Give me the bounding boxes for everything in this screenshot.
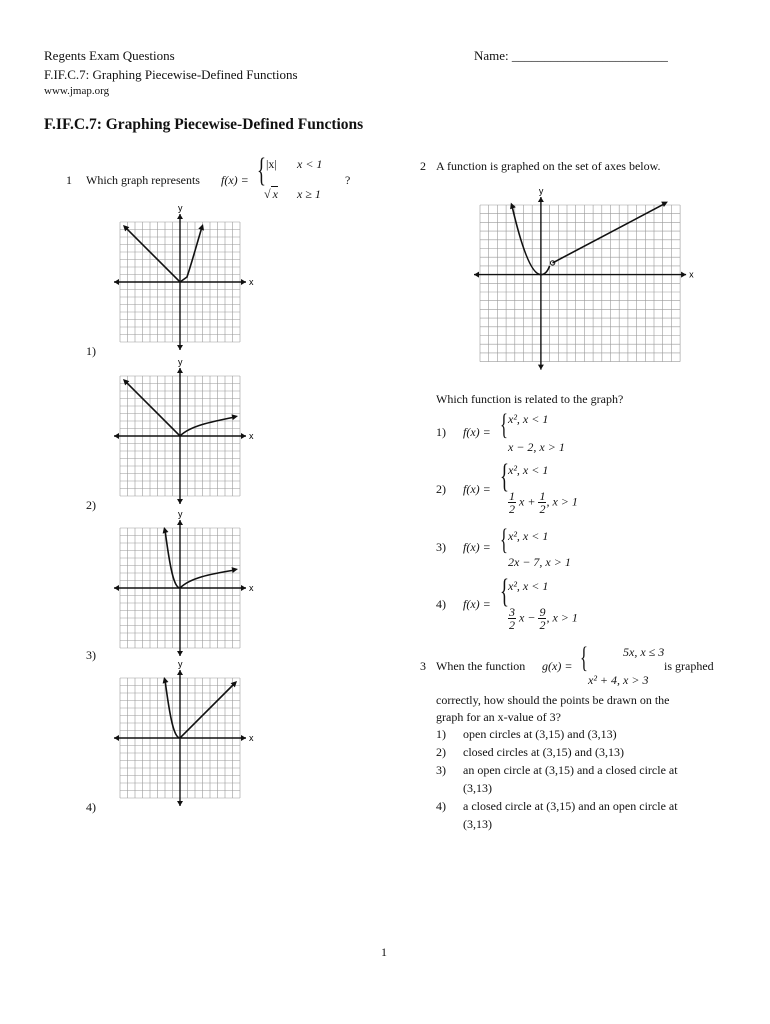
q3-line2: correctly, how should the points be drawn on the (436, 693, 670, 707)
y-axis-label: y (178, 357, 183, 367)
y-arrow-icon (177, 801, 183, 806)
y-arrow-icon (177, 670, 183, 675)
q2-choice-3-label: 3) (436, 540, 446, 554)
x-axis-label: x (249, 583, 254, 593)
header-standard: F.IF.C.7: Graphing Piecewise-Defined Functions (44, 67, 298, 82)
q1-graph-1 (112, 203, 254, 355)
grid (480, 205, 680, 362)
y-axis-label: y (178, 203, 183, 213)
q1-brace: { (257, 152, 266, 189)
q2-prompt: A function is graphed on the set of axes below. (436, 159, 661, 173)
q3-choice-1-label: 1) (436, 727, 446, 741)
q2-graph (472, 188, 702, 368)
q1-graph-4 (112, 659, 254, 811)
graph-curve (165, 530, 235, 588)
x-arrow-icon (241, 735, 246, 741)
q3-choice-1-text: open circles at (3,15) and (3,13) (463, 727, 617, 741)
y-arrow-icon (177, 520, 183, 525)
q2-choice-3-fx: f(x) = (463, 540, 491, 554)
q3-choice-2-label: 2) (436, 745, 446, 759)
curve-arrow-icon (232, 567, 238, 573)
x-axis-label: x (249, 431, 254, 441)
q2-choice-3-case1: x², x < 1 (508, 529, 549, 543)
y-arrow-icon (538, 197, 544, 202)
q2-choice-2-case2 (508, 490, 578, 515)
frac-mid: x + (519, 494, 536, 509)
y-arrow-icon (177, 345, 183, 350)
name-field-label: Name: ________________________ (474, 48, 668, 63)
q3-choice-4-text2: (3,13) (463, 817, 492, 831)
y-arrow-icon (538, 365, 544, 370)
x-arrow-icon (241, 585, 246, 591)
q1-choice-3-label: 3) (86, 648, 96, 662)
q2-choice-2-brace: { (500, 458, 509, 495)
x-axis-label: x (249, 277, 254, 287)
frac-den: 2 (539, 502, 546, 516)
y-axis-label: y (538, 186, 544, 196)
header-website: www.jmap.org (44, 85, 110, 97)
q1-case2-cond: x ≥ 1 (297, 187, 321, 201)
q1-prompt: Which graph represents (86, 173, 200, 187)
frac-end: , x > 1 (546, 610, 578, 625)
q3-brace: { (580, 641, 588, 674)
q1-question-mark: ? (345, 173, 351, 187)
q1-choice-1-label: 1) (86, 344, 96, 358)
q2-choice-4-fx: f(x) = (463, 597, 491, 611)
y-axis-label: y (178, 509, 183, 519)
frac-num: 1 (509, 489, 515, 503)
q3-choice-4-text: a closed circle at (3,15) and an open circle at (463, 799, 678, 813)
q3-case2: x² + 4, x > 3 (588, 673, 649, 687)
q2-number: 2 (420, 159, 426, 173)
q2-choice-4-label: 4) (436, 597, 446, 611)
q3-number: 3 (420, 659, 426, 673)
q1-fx: f(x) = (221, 173, 249, 187)
q1-case1-cond: x < 1 (297, 157, 323, 171)
page-title: F.IF.C.7: Graphing Piecewise-Defined Functions (44, 116, 364, 133)
q1-choice-4-label: 4) (86, 800, 96, 814)
q2-choice-1-fx: f(x) = (463, 425, 491, 439)
x-arrow-icon (241, 433, 246, 439)
q2-choice-2-fx: f(x) = (463, 482, 491, 496)
q2-choice-3-brace: { (500, 523, 508, 556)
page-number: 1 (381, 945, 387, 959)
header-course: Regents Exam Questions (44, 48, 175, 63)
x-arrow-icon (681, 272, 686, 278)
x-arrow-icon (474, 272, 479, 278)
x-axis-label: x (689, 269, 694, 280)
graph-curve (125, 227, 202, 282)
frac-den: 2 (539, 618, 546, 632)
frac-den: 2 (509, 618, 515, 632)
y-arrow-icon (177, 499, 183, 504)
x-arrow-icon (114, 735, 119, 741)
q1-choice-2-label: 2) (86, 498, 96, 512)
q3-prompt: When the function (436, 659, 526, 673)
q3-case1: 5x, x ≤ 3 (623, 645, 665, 659)
q1-graph-2 (112, 357, 254, 509)
frac-den: 2 (509, 502, 515, 516)
q2-choice-4-brace: { (500, 573, 509, 610)
y-axis-label: y (178, 659, 183, 669)
q3-choice-3-text: an open circle at (3,15) and a closed circle at (463, 763, 678, 777)
x-arrow-icon (114, 433, 119, 439)
q1-case2-sqrt: √ x (264, 187, 278, 201)
x-arrow-icon (114, 585, 119, 591)
q3-gx: g(x) = (542, 659, 573, 673)
frac-num: 3 (509, 605, 515, 619)
x-axis-label: x (249, 733, 254, 743)
q2-question: Which function is related to the graph? (436, 392, 624, 406)
q3-choice-4-label: 4) (436, 799, 446, 813)
y-arrow-icon (177, 651, 183, 656)
y-arrow-icon (177, 368, 183, 373)
q3-choice-2-text: closed circles at (3,15) and (3,13) (463, 745, 624, 759)
q1-number: 1 (66, 173, 72, 187)
y-arrow-icon (177, 214, 183, 219)
q2-choice-2-case1: x², x < 1 (508, 463, 549, 477)
frac-num: 1 (539, 489, 546, 503)
q2-choice-1-case2: x − 2, x > 1 (508, 440, 565, 454)
q3-choice-3-text2: (3,13) (463, 781, 492, 795)
q3-after: is graphed (664, 659, 714, 673)
q2-choice-1-label: 1) (436, 425, 446, 439)
q2-choice-1-case1: x², x < 1 (508, 412, 549, 426)
line-segment (553, 204, 665, 263)
q3-line3: graph for an x-value of 3? (436, 710, 561, 724)
q2-choice-4-case1: x², x < 1 (508, 579, 549, 593)
x-arrow-icon (114, 279, 119, 285)
q1-case2-expr: x (272, 187, 278, 201)
frac-end: , x > 1 (546, 494, 578, 509)
q2-choice-2-label: 2) (436, 482, 446, 496)
frac-num: 9 (539, 605, 546, 619)
x-arrow-icon (241, 279, 246, 285)
q1-graph-3 (112, 509, 254, 661)
q3-choice-3-label: 3) (436, 763, 446, 777)
frac-mid: x − (519, 610, 536, 625)
parabola-curve (512, 206, 550, 275)
graph-curve (165, 680, 235, 738)
q2-choice-4-case2 (508, 606, 578, 631)
q1-case1-expr: |x| (266, 157, 277, 171)
q2-choice-3-case2: 2x − 7, x > 1 (508, 555, 571, 569)
q2-choice-1-brace: { (500, 408, 508, 441)
